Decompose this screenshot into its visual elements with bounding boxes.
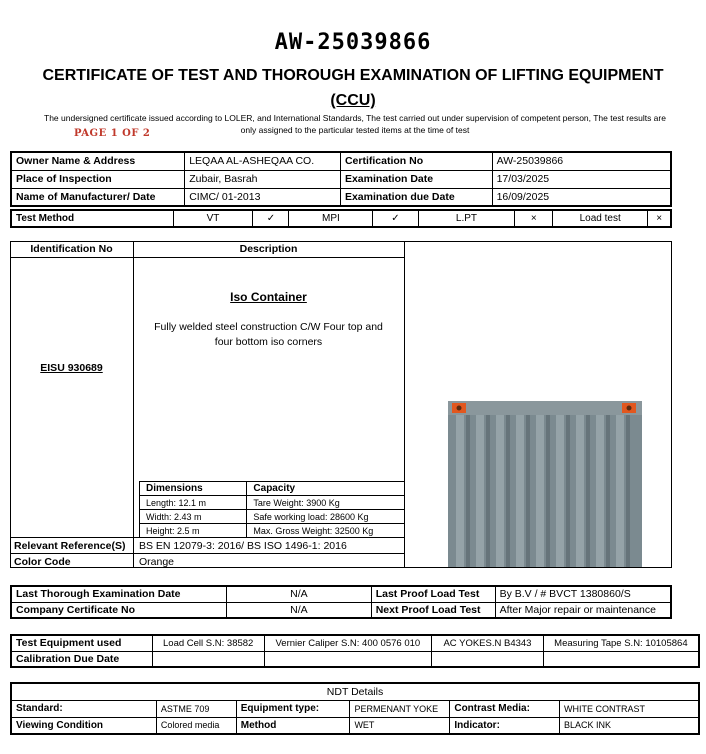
company-cert-value: N/A (227, 602, 372, 618)
equipment-type-value: PERMENANT YOKE (350, 700, 450, 717)
last-exam-value: N/A (227, 586, 372, 602)
equipment-type-label: Equipment type: (236, 700, 350, 717)
ccu-label: (CCU) (330, 92, 376, 109)
table-row (11, 170, 671, 188)
owner-table (10, 151, 672, 207)
last-proof-label: Last Proof Load Test (371, 586, 495, 602)
method-value: WET (350, 717, 450, 734)
exam-date-label: Examination Date (340, 170, 492, 188)
dimensions-table (139, 481, 405, 538)
reference-value: BS EN 12079-3: 2016/ BS ISO 1496-1: 2016 (139, 540, 347, 552)
color-code-value: Orange (139, 556, 175, 568)
certificate-subtitle (0, 92, 706, 110)
load-cell-value: Load Cell S.N: 38582 (152, 635, 264, 651)
company-cert-label: Company Certificate No (11, 602, 227, 618)
table-row (11, 210, 671, 227)
intro-line-1: The undersigned certificate issued according to LOLER, and International Standards, The test carried out under supervision of competent person, The test results are (44, 113, 666, 123)
test-method-label: Test Method (11, 210, 173, 227)
method-lpt: L.PT (418, 210, 515, 227)
table-row (11, 602, 671, 618)
last-exam-label: Last Thorough Examination Date (11, 586, 227, 602)
description-header: Description (239, 243, 298, 255)
viewing-condition-label: Viewing Condition (11, 717, 156, 734)
page-label: PAGE 1 OF 2 (74, 128, 151, 139)
table-row (140, 496, 405, 510)
calibration-cell (432, 651, 544, 667)
divider (133, 241, 134, 537)
swl-value: Safe working load: 28600 Kg (247, 510, 405, 524)
ndt-details-table (10, 682, 700, 735)
capacity-header: Capacity (247, 482, 405, 496)
table-row (11, 152, 671, 170)
test-equipment-label: Test Equipment used (11, 635, 152, 651)
identification-header: Identification No (30, 243, 113, 255)
description-title: Iso Container (230, 290, 307, 304)
table-row (140, 524, 405, 538)
identification-number: EISU 930689 (40, 362, 103, 374)
intro-line-2: only assigned to the particular tested items at the time of test (240, 124, 470, 135)
check-icon: ✓ (253, 210, 289, 227)
owner-label: Owner Name & Address (11, 152, 185, 170)
indicator-label: Indicator: (450, 717, 560, 734)
next-proof-label: Next Proof Load Test (371, 602, 495, 618)
reference-label: Relevant Reference(S) (14, 540, 126, 552)
cert-no-label: Certification No (340, 152, 492, 170)
container-image-icon (448, 401, 642, 567)
viewing-condition-value: Colored media (156, 717, 236, 734)
calibration-cell (543, 651, 699, 667)
last-examination-table (10, 585, 672, 619)
ndt-title: NDT Details (11, 683, 699, 700)
vernier-caliper-value: Vernier Caliper S.N: 400 0576 010 (264, 635, 432, 651)
due-date-value: 16/09/2025 (492, 188, 671, 206)
measuring-tape-value: Measuring Tape S.N: 10105864 (543, 635, 699, 651)
width-value: Width: 2.43 m (140, 510, 247, 524)
manufacturer-label: Name of Manufacturer/ Date (11, 188, 185, 206)
next-proof-value: After Major repair or maintenance (495, 602, 671, 618)
table-row (140, 510, 405, 524)
table-row (11, 700, 699, 717)
method-label: Method (236, 717, 350, 734)
manufacturer-value: CIMC/ 01-2013 (185, 188, 341, 206)
table-row (140, 482, 405, 496)
max-gross-value: Max. Gross Weight: 32500 Kg (247, 524, 405, 538)
table-row (11, 717, 699, 734)
table-row (11, 651, 699, 667)
cross-icon: × (648, 210, 671, 227)
divider (10, 553, 404, 554)
method-mpi: MPI (289, 210, 373, 227)
description-line-1: Fully welded steel construction C/W Four top and (154, 321, 383, 333)
cert-no-value: AW-25039866 (492, 152, 671, 170)
ac-yoke-value: AC YOKES.N B4343 (432, 635, 544, 651)
due-date-label: Examination due Date (340, 188, 492, 206)
table-row (11, 586, 671, 602)
cross-icon: × (515, 210, 553, 227)
calibration-cell (264, 651, 432, 667)
height-value: Height: 2.5 m (140, 524, 247, 538)
check-icon: ✓ (373, 210, 418, 227)
calibration-label: Calibration Due Date (11, 651, 152, 667)
color-code-label: Color Code (14, 556, 71, 568)
table-row (11, 635, 699, 651)
container-photo (448, 401, 642, 567)
test-method-table (10, 209, 672, 228)
contrast-media-value: WHITE CONTRAST (560, 700, 699, 717)
owner-value: LEQAA AL-ASHEQAA CO. (185, 152, 341, 170)
divider (10, 257, 404, 258)
method-load-test: Load test (553, 210, 648, 227)
description-line-2: four bottom iso corners (214, 336, 323, 348)
test-equipment-table (10, 634, 700, 668)
standard-label: Standard: (11, 700, 156, 717)
standard-value: ASTME 709 (156, 700, 236, 717)
length-value: Length: 12.1 m (140, 496, 247, 510)
indicator-value: BLACK INK (560, 717, 699, 734)
dimensions-header: Dimensions (140, 482, 247, 496)
place-label: Place of Inspection (11, 170, 185, 188)
calibration-cell (152, 651, 264, 667)
certificate-number-heading: AW-25039866 (274, 30, 432, 55)
table-row (11, 188, 671, 206)
certificate-title: CERTIFICATE OF TEST AND THOROUGH EXAMINATION OF LIFTING EQUIPMENT (42, 67, 664, 84)
last-proof-value: By B.V / # BVCT 1380860/S (495, 586, 671, 602)
method-vt: VT (173, 210, 253, 227)
table-row (11, 683, 699, 700)
tare-weight-value: Tare Weight: 3900 Kg (247, 496, 405, 510)
contrast-media-label: Contrast Media: (450, 700, 560, 717)
divider (133, 537, 134, 568)
exam-date-value: 17/03/2025 (492, 170, 671, 188)
place-value: Zubair, Basrah (185, 170, 341, 188)
